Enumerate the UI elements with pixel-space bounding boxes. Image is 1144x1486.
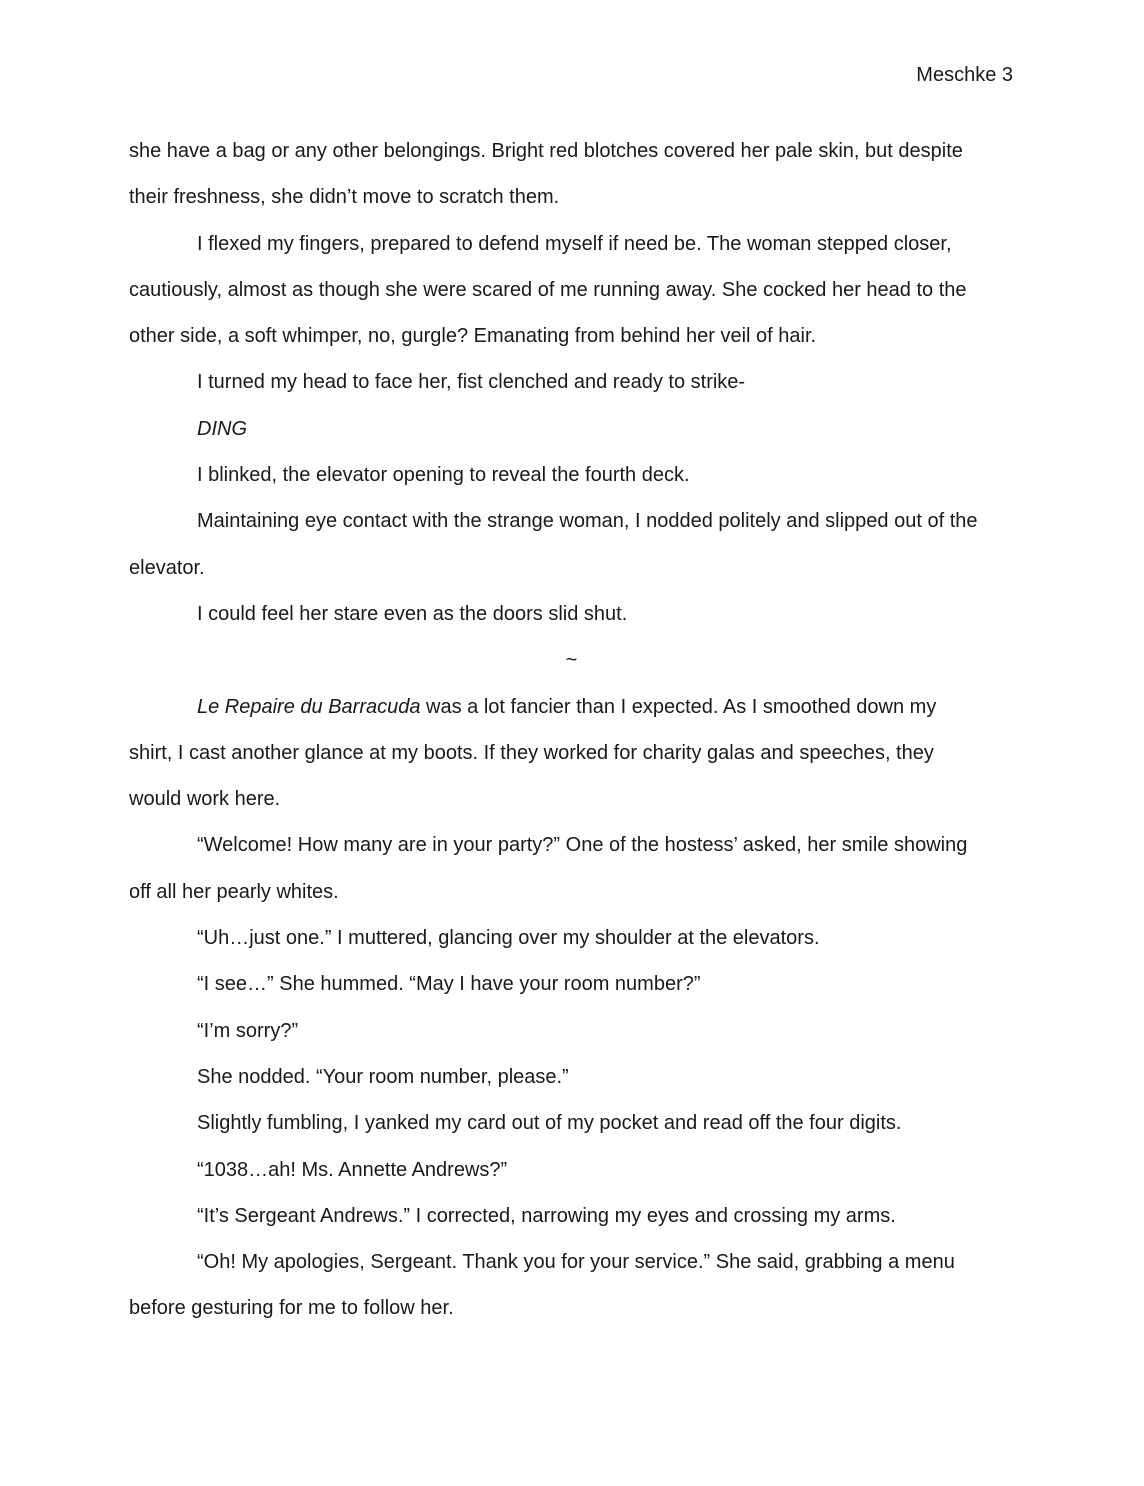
text-line: “Welcome! How many are in your party?” One of the hostess’ asked, her smile showing — [197, 834, 968, 857]
paragraph — [129, 1239, 1014, 1332]
text-line: she have a bag or any other belongings. Bright red blotches covered her pale skin, but despite — [129, 140, 963, 162]
paragraph — [129, 452, 1014, 498]
text-line: shirt, I cast another glance at my boots. If they worked for charity galas and speeches, they — [129, 741, 934, 764]
text-line: I turned my head to face her, fist clenched and ready to strike- — [197, 371, 746, 394]
paragraph-continuation — [129, 128, 1014, 221]
text-line: “1038…ah! Ms. Annette Andrews?” — [197, 1158, 508, 1181]
text-line: elevator. — [129, 556, 205, 579]
text-line: I flexed my fingers, prepared to defend myself if need be. The woman stepped closer, — [197, 232, 952, 255]
text-line: “I’m sorry?” — [197, 1019, 299, 1042]
text-line: before gesturing for me to follow her. — [129, 1297, 454, 1320]
text-line: “Oh! My apologies, Sergeant. Thank you for your service.” She said, grabbing a menu — [197, 1251, 955, 1274]
text-line: their freshness, she didn’t move to scratch them. — [129, 186, 560, 209]
text-line: “I see…” She hummed. “May I have your room number?” — [197, 973, 701, 996]
text-line: Slightly fumbling, I yanked my card out of my pocket and read off the four digits. — [197, 1112, 902, 1135]
text-line: cautiously, almost as though she were scared of me running away. She cocked her head to the — [129, 278, 967, 301]
paragraph — [129, 221, 1014, 360]
paragraph — [129, 684, 1014, 823]
scene-break — [129, 637, 1014, 683]
paragraph-sound-effect — [129, 406, 1014, 452]
text-line: “Uh…just one.” I muttered, glancing over my shoulder at the elevators. — [197, 927, 820, 950]
text-line: Maintaining eye contact with the strange woman, I nodded politely and slipped out of the — [197, 510, 978, 533]
paragraph — [129, 915, 1014, 961]
paragraph — [129, 498, 1014, 591]
text-line: would work here. — [129, 788, 281, 811]
text-line: She nodded. “Your room number, please.” — [197, 1065, 569, 1088]
paragraph — [129, 1008, 1014, 1054]
text-line: I could feel her stare even as the doors slid shut. — [197, 602, 628, 625]
text-line: off all her pearly whites. — [129, 880, 339, 903]
restaurant-name: Le Repaire du Barracuda — [197, 695, 421, 718]
paragraph — [129, 1100, 1014, 1146]
text-line: other side, a soft whimper, no, gurgle? Emanating from behind her veil of hair. — [129, 325, 817, 348]
paragraph — [129, 1147, 1014, 1193]
paragraph — [129, 359, 1014, 405]
text-line: DING — [197, 417, 247, 440]
text-line: “It’s Sergeant Andrews.” I corrected, narrowing my eyes and crossing my arms. — [197, 1204, 896, 1227]
text-line: was a lot fancier than I expected. As I smoothed down my — [420, 695, 937, 718]
paragraph — [129, 961, 1014, 1007]
manuscript-body — [129, 128, 1014, 1332]
paragraph — [129, 822, 1014, 915]
paragraph — [129, 1193, 1014, 1239]
running-head: Meschke 3 — [916, 64, 1013, 86]
paragraph — [129, 591, 1014, 637]
text-line: I blinked, the elevator opening to reveal the fourth deck. — [197, 464, 690, 487]
paragraph — [129, 1054, 1014, 1100]
scene-break-mark: ~ — [565, 649, 578, 672]
